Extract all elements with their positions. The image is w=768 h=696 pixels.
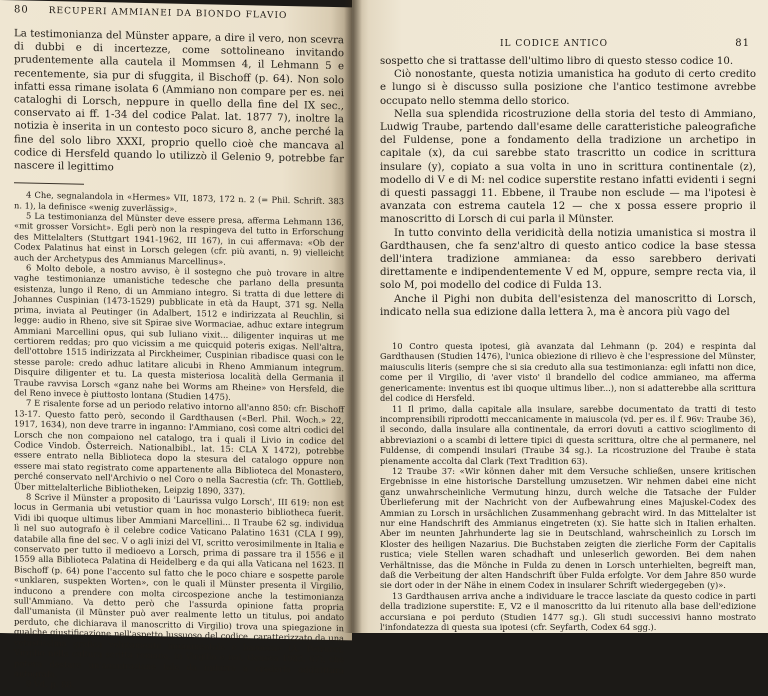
footnote: 6 Molto debole, a nostro avviso, è il sostegno che può trovare in altre vaghe testimonianze umanistiche tedesche che parlano della presunta esistenza, lungo il Reno, di un Ammiano integro. Si tratta di due lettere di Johannes Cuspinian (1473-1529) pubblicate in età da Haupt, 371 sg. Nella prima, inviata al Peutinger (in Adalbert, 1512 e indirizzata al Reuchlin, si legge: audio in Rheno, sive sit Spirae sive Wormaciae, adhuc extare integrum Ammiani Marcellini opus, qui sub Iuliano vixit... diligenter inquiras ut me certiorem reddas; pro quo vicissim a me quicquid poteris exigas. Nell'altra, dell'ottobre 1515 indirizzata al Pirckheimer, Cuspinian ribadisce quasi con le stesse parole: credo adhuc latitare alicubi in Rheno Ammianum integrum. Disquire diligenter et tu. La questa misteriosa località della Germania il Traube ravvisa Lorsch «ganz nahe bei Worms am Rheine» von Hersfeld, die del Reno invece è piuttosto lontana (Studien 1475). [14,262,344,402]
left-body-text [14,27,344,179]
right-running-title: IL CODICE ANTICO [500,39,608,49]
footnote-rule [14,183,84,185]
left-body-paragraph: La testimonianza del Münster appare, a dire il vero, non scevra di dubbi e di incertezze, come sottolineano invitando prudentemente alla cautela il Mommsen 4, il Lehmann 5 e recentemente, sia pur di sfuggita, il Bischoff (p. 64). Non solo infatti essa rimane isolata 6 (Ammiano non compare per es. nei cataloghi di Lorsch, neppure in quello della fine del IX sec., conservato ai ff. 1-34 del codice Palat. lat. 1877 7), inoltre la notizia è inserita in un contesto poco sicuro 8, anche perché la fine del solo libro XXXI, proprio quello cioè che mancava al codice di Hersfeld quando lo utilizzò il Gelenio 9, potrebbe far nascere il legittimo [14,28,344,174]
left-running-head [14,4,344,22]
left-footnotes [14,190,344,696]
right-body-paragraph: Anche il Pighi non dubita dell'esistenza del manoscritto di Lorsch, indicato nella sua edizione dalla lettera λ, ma è ancora più vago del [380,293,756,318]
left-page-number: 80 [14,4,29,16]
right-footnotes [380,341,756,632]
footnote: 5 La testimonianza del Münster deve essere presa, afferma Lehmann 136, «mit grosser Vorsicht». Egli però non la respingeva del tutto in Erforschung des Mittelalters (Stuttgart 1941-1962, III 167), in cui affermava: «Ob der Codex Palatinus hat einst in Lorsch gelegen (cfr. più avanti, n. 9) vielleicht auch der Archetypus des Ammianus Marcellinus». [14,210,344,267]
right-page [352,0,768,633]
right-body-paragraph: sospetto che si trattasse dell'ultimo libro di questo stesso codice 10. [380,56,734,67]
right-page-number: 81 [735,38,750,49]
right-body-paragraph: Nella sua splendida ricostruzione della storia del testo di Ammiano, Ludwig Traube, partendo dall'esame delle caratteristiche paleografiche del Fuldense, pone a fondamento della tradizione un archetipo in capitale (x), da cui sarebbe stato trascritto un codice in scrittura insulare (y), copiato a sua volta in uno in scrittura continentale (z), modello di V e di M: nel codice superstite restano infatti evidenti i segni di questi passaggi 11. Ebbene, il Traube non esclude — ma l'ipotesi è avanzata con estrema cautela 12 — che x possa essere proprio il manoscritto di Lorsch di cui parla il Münster. [380,108,756,226]
footnote: 12 Traube 37: «Wir können daher mit dem Versuche schließen, unsere kritischen Ergebnisse in eine historische Darstellung umzusetzen. Wir nehmen dabei eine nicht ganz unwahrscheinliche Vermutung hinzu, durch welche die Tatsache der Fulder Überlieferung mit der Nachricht von der Aufbewahrung eines Majuskel-Codex des Ammian zu Lorsch in ursächlichen Zusammenhang gebracht wird. In das Mittelalter ist nur eine Handschrift des Ammianus eingetreten (x). Sie hatte sich in Italien erhalten. Aber im neunten Jahrhunderte lag sie in Deutschland, wahrscheinlich zu Lorsch im Kloster des heiligen Nazarius. Die Buchstaben zeigten die zierliche Form der Capitalis rustica; viele Stellen waren schadhaft und unleserlich geworden. Bei dem nahen Verhältnisse, das die Mönche in Fulda zu denen in Lorsch unterhielten, begreift man, daß die Verbeitung der alten Handschrift über Fulda erfolgte. Vor dem Jahre 850 wurde sie dort oder in der Nähe in einem Codex in insularer Schrift wiedergegeben (y)». [380,465,756,591]
footnote: 9 Vd. p. 88. [26,678,75,690]
right-body-paragraph: Ciò nonostante, questa notizia umanistica ha goduto di certo credito e lungo si è discusso sulla posizione che l'antico testimone avrebbe occupato nello stemma dello storico. [380,69,756,107]
footnote: 7 E risalente forse ad un periodo relativo intorno all'anno 850: cfr. Bischoff 13-17. Questo fatto però, secondo il Gardthausen («Berl. Phil. Woch.» 22, 1917, 1634), non deve trarre in inganno: l'Ammiano, così come altri codici del Lorsch che non compaiono nel catalogo, tra i quali il Livio in codice del Codice Vindob. Österreich. Nationalbibl., lat. 15: CLA X 1472), potrebbe essere entrato nella Biblioteca dopo la stesura del catalogo oppure non essere mai stato registrato come appartenente alla Biblioteca del Monastero, perché conservato nell'Archivio o nel Coro o nella Sacrestia (cfr. Th. Gottlieb, Über mittelalterliche Bibliotheken, Leipzig 1890, 337). [14,397,344,496]
right-body-paragraph: In tutto convinto della veridicità della notizia umanistica si mostra il Gardthausen, che fa senz'altro di questo antico codice la base stessa dell'intera tradizione ammianea: da esso sarebbero derivati direttamente e indipendentemente V ed M, oppure, sempre recta via, il solo M, poi modello del codice di Fulda 13. [380,227,756,292]
footnote: 11 Il primo, dalla capitale alla insulare, sarebbe documentato da tratti di testo incomprensibili riprodotti meccanicamente in maiuscola (vd. per es. il f. 96v: Traube 36), il secondo, dalla insulare alla continentale, da errori dovuti a cattivo scioglimento di abbreviazioni o a scambi di lettere tipici di questa scrittura, oltre che al permanere, nel Fuldense, di compendi insulari (Traube 34 sg.). La ricostruzione del Traube è stata pienamente accolta dal Clark (Text Tradition 63). [380,403,756,466]
footnote: 10 Contro questa ipotesi, già avanzata dal Lehmann (p. 204) e respinta dal Gardthausen (Studien 1476), l'unica obiezione di rilievo è che l'espressione del Münster, maiusculis literis (sempre che si sia creduto alla sua testimonianza: egli infatti non dice, come per il Virgilio, di 'aver visto' il brandello del codice ammianeo, ma afferma genericamente: inventus est ibi quoque ultimus liber...), non si adatterebbe alla scrittura del codice di Hersfeld. [380,341,756,404]
right-body-text [380,55,756,319]
footnote: 4 Che, segnalandola in «Hermes» VII, 1873, 172 n. 2 (= Phil. Schrift. 383 n. 1), la definisce «wenig zuverlässig». [14,189,344,214]
footnote: 13 Gardthausen arriva anche a individuare le tracce lasciate da questo codice in parti della tradizione superstite: E, V2 e il manoscritto da lui ritenuto alla base dell'edizione accursiana e poi perduto (Studien 1477 sg.). Gli studi successivi hanno mostrato l'infondatezza di questa sua ipotesi (cfr. Seyfarth, Codex 64 sgg.). [380,590,756,633]
footnote: 8 Scrive il Münster a proposito di 'Laurissa vulgo Lorsch', III 619: non est locus in Germania ubi vetustior quam in hoc monasterio bibliotheca fuerit. Vidi ibi quoque ultimus liber Ammiani Marcellini... Il Traube 62 sg. individua lì nel suo autografo è il celebre codice Vaticano Palatino 1631 (CLA I 99), databile alla fine del sec. V o agli inizi del VI, scritto verosimilmente in Italia e conservato per tutto il medioevo a Lorsch, prima di passare tra il 1556 e il 1559 alla Biblioteca Palatina di Heidelberg e da qui alla Vaticana nel 1623. Il Bischoff (p. 64) pone l'accento sul fatto che le poco chiare e sospette parole «unklaren, suspekten Worten», con le quali il Münster presenta il Virgilio, inducono a prendere con molta circospezione anche la testimonianza sull'Ammiano. Va detto però che l'assurda opinione fatta propria dall'umanista (il Münster può aver realmente letto un titulus, poi andato perduto, che dichiarava il manoscritto di Virgilio) trova una spiegazione in qualche giustificazione nell'aspetto lussuoso del codice, caratterizzato da una vetustissima grafica volutamente monumentale e barocca» (A. Petrucci, Virgilio nella cultura scritta romana, in Virgilio e noi, Genova 1982, 67), che poteva destare un'ammirazione tale da indurre a crederlo addirittura autografo. [14,491,344,680]
right-running-head [380,38,756,49]
left-page [0,0,352,690]
left-running-title: RECUPERI AMMIANEI DA BIONDO FLAVIO [48,6,288,22]
